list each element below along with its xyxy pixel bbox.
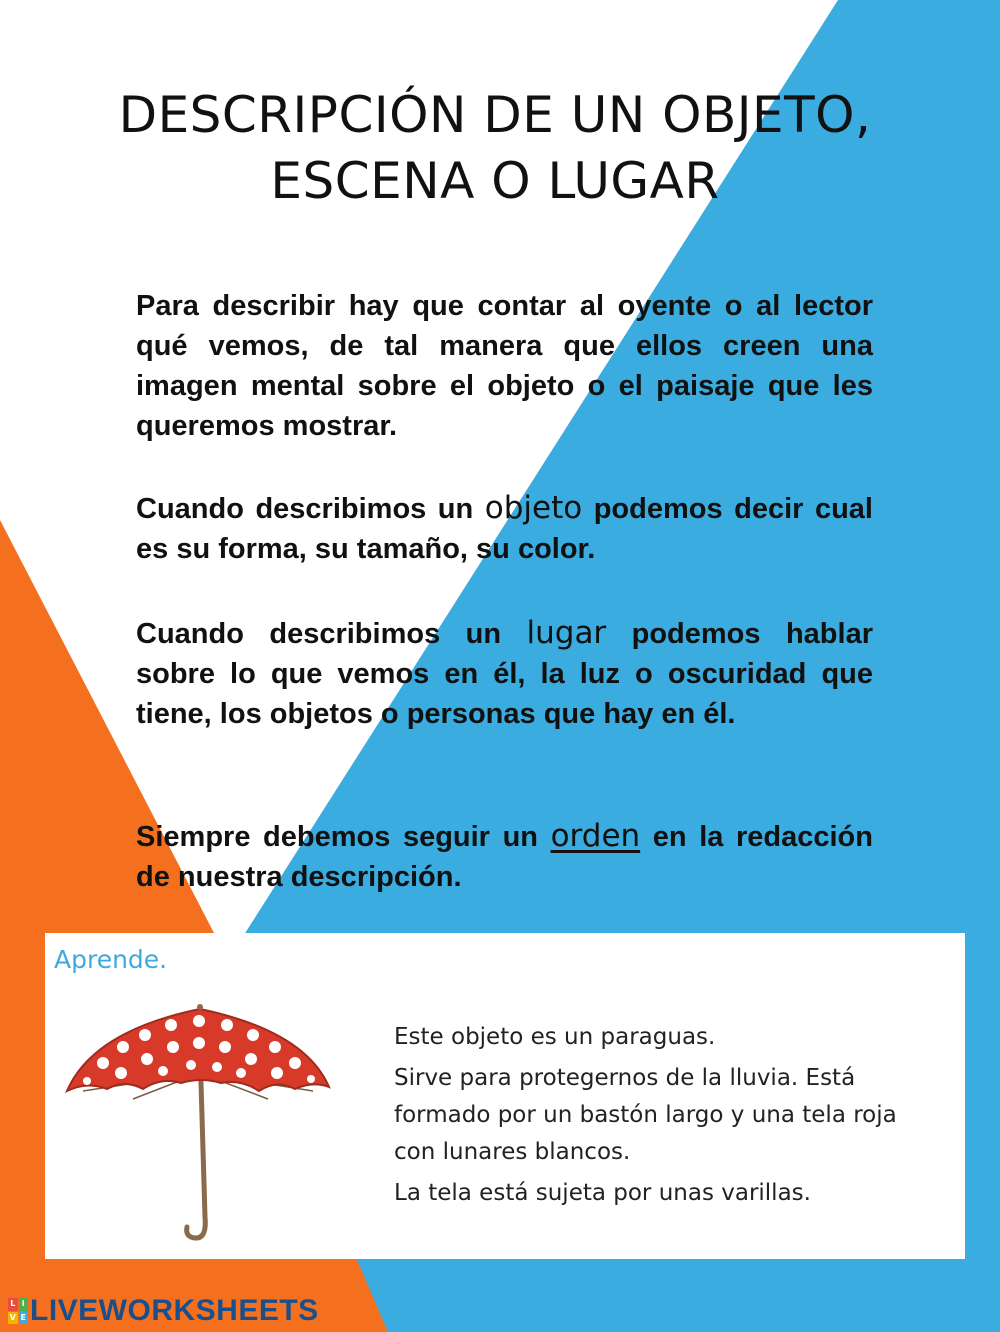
title-line-1: DESCRIPCIÓN DE UN OBJETO, — [118, 86, 872, 144]
paragraph-object-start: Cuando describimos un — [136, 493, 474, 525]
paragraph-place — [136, 613, 873, 734]
example-text — [394, 1019, 914, 1216]
umbrella-tip — [197, 1004, 203, 1010]
keyword-lugar: lugar — [526, 615, 607, 651]
liveworksheets-logo — [8, 1294, 319, 1328]
example-line-2: Sirve para protegernos de la lluvia. Está formado por un bastón largo y una tela roja con lunares blancos. — [394, 1065, 897, 1165]
paragraph-object-end: podemos decir cual es su forma, su tamaño, su color. — [136, 493, 873, 565]
paragraph-order-end: en la redacción de nuestra descripción. — [136, 821, 873, 893]
example-line-1: Este objeto es un paraguas. — [394, 1024, 716, 1050]
paragraph-object — [136, 488, 873, 569]
page-title — [60, 82, 930, 214]
brand-mark-icon: L I V E — [8, 1298, 28, 1324]
paragraph-place-end: podemos hablar sobre lo que vemos en él, la luz o oscuridad que tiene, los objetos o personas que hay en él. — [136, 618, 873, 730]
paragraph-order — [136, 816, 873, 897]
paragraph-order-start: Siempre debemos seguir un — [136, 821, 538, 853]
example-label: Aprende. — [54, 945, 168, 974]
paragraph-place-start: Cuando describimos un — [136, 618, 502, 650]
paragraph-describe: Para describir hay que contar al oyente o al lector qué vemos, de tal manera que ellos creen una imagen mental sobre el objeto o el paisaje que les queremos mostrar. — [136, 290, 873, 442]
keyword-orden: orden — [550, 818, 641, 854]
umbrella-illustration — [63, 995, 335, 1250]
brand-name: LIVEWORKSHEETS — [30, 1294, 319, 1327]
title-line-2: ESCENA O LUGAR — [270, 152, 720, 210]
keyword-objeto: objeto — [484, 490, 583, 526]
example-card — [45, 933, 965, 1259]
example-line-3: La tela está sujeta por unas varillas. — [394, 1180, 811, 1206]
